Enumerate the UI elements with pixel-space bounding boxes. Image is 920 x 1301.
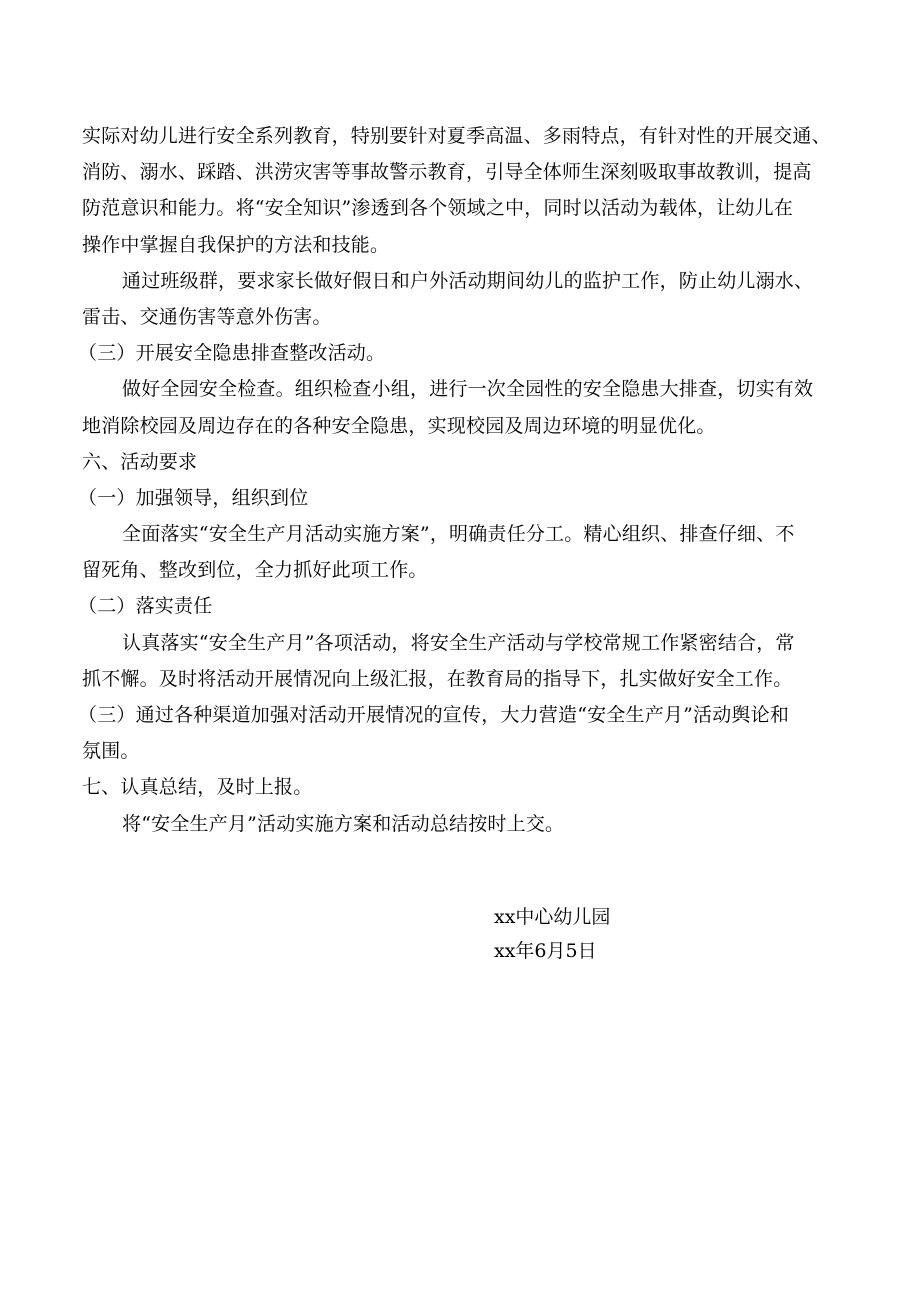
subsection-heading: （二）落实责任 bbox=[78, 595, 213, 618]
subsection-heading: （三）开展安全隐患排查整改活动。 bbox=[78, 342, 386, 365]
document-body bbox=[78, 118, 852, 842]
paragraph-line: 操作中掌握自我保护的方法和技能。 bbox=[82, 233, 390, 256]
subsection-heading: （一）加强领导，组织到位 bbox=[78, 486, 309, 509]
paragraph-line: 做好全园安全检查。组织检查小组，进行一次全园性的安全隐患大排查，切实有效 bbox=[122, 378, 814, 401]
paragraph-line: 消防、溺水、踩踏、洪涝灾害等事故警示教育，引导全体师生深刻吸取事故教训，提高 bbox=[82, 161, 812, 184]
paragraph-line: 将“安全生产月”活动实施方案和活动总结按时上交。 bbox=[122, 812, 565, 835]
paragraph-line: 实际对幼儿进行安全系列教育，特别要针对夏季高温、多雨特点，有针对性的开展交通、 bbox=[82, 125, 831, 147]
signature-date: xx年6月5日 bbox=[494, 940, 597, 962]
paragraph-line: 防范意识和能力。将“安全知识”渗透到各个领域之中，同时以活动为载体，让幼儿在 bbox=[82, 197, 794, 220]
paragraph-line: 地消除校园及周边存在的各种安全隐患，实现校园及周边环境的明显优化。 bbox=[82, 414, 716, 437]
paragraph-line: 认真落实“安全生产月”各项活动，将安全生产活动与学校常规工作紧密结合，常 bbox=[122, 631, 795, 654]
paragraph-line: 通过班级群，要求家长做好假日和户外活动期间幼儿的监护工作，防止幼儿溺水、 bbox=[122, 269, 814, 292]
section-heading: 六、活动要求 bbox=[82, 450, 198, 473]
paragraph-line: 抓不懈。及时将活动开展情况向上级汇报，在教育局的指导下，扎实做好安全工作。 bbox=[82, 667, 793, 690]
subsection-heading: （三）通过各种渠道加强对活动开展情况的宣传，大力营造“安全生产月”活动舆论和 bbox=[78, 704, 790, 726]
paragraph-line: 雷击、交通伤害等意外伤害。 bbox=[82, 305, 332, 328]
section-heading: 七、认真总结，及时上报。 bbox=[82, 776, 313, 799]
paragraph-line: 氛围。 bbox=[82, 740, 140, 763]
signature-organization: xx中心幼儿园 bbox=[494, 906, 611, 928]
signature-block bbox=[494, 900, 854, 968]
paragraph-line: 全面落实“安全生产月活动实施方案”，明确责任分工。精心组织、排查仔细、不 bbox=[122, 523, 795, 546]
paragraph-line: 留死角、整改到位，全力抓好此项工作。 bbox=[82, 559, 428, 582]
